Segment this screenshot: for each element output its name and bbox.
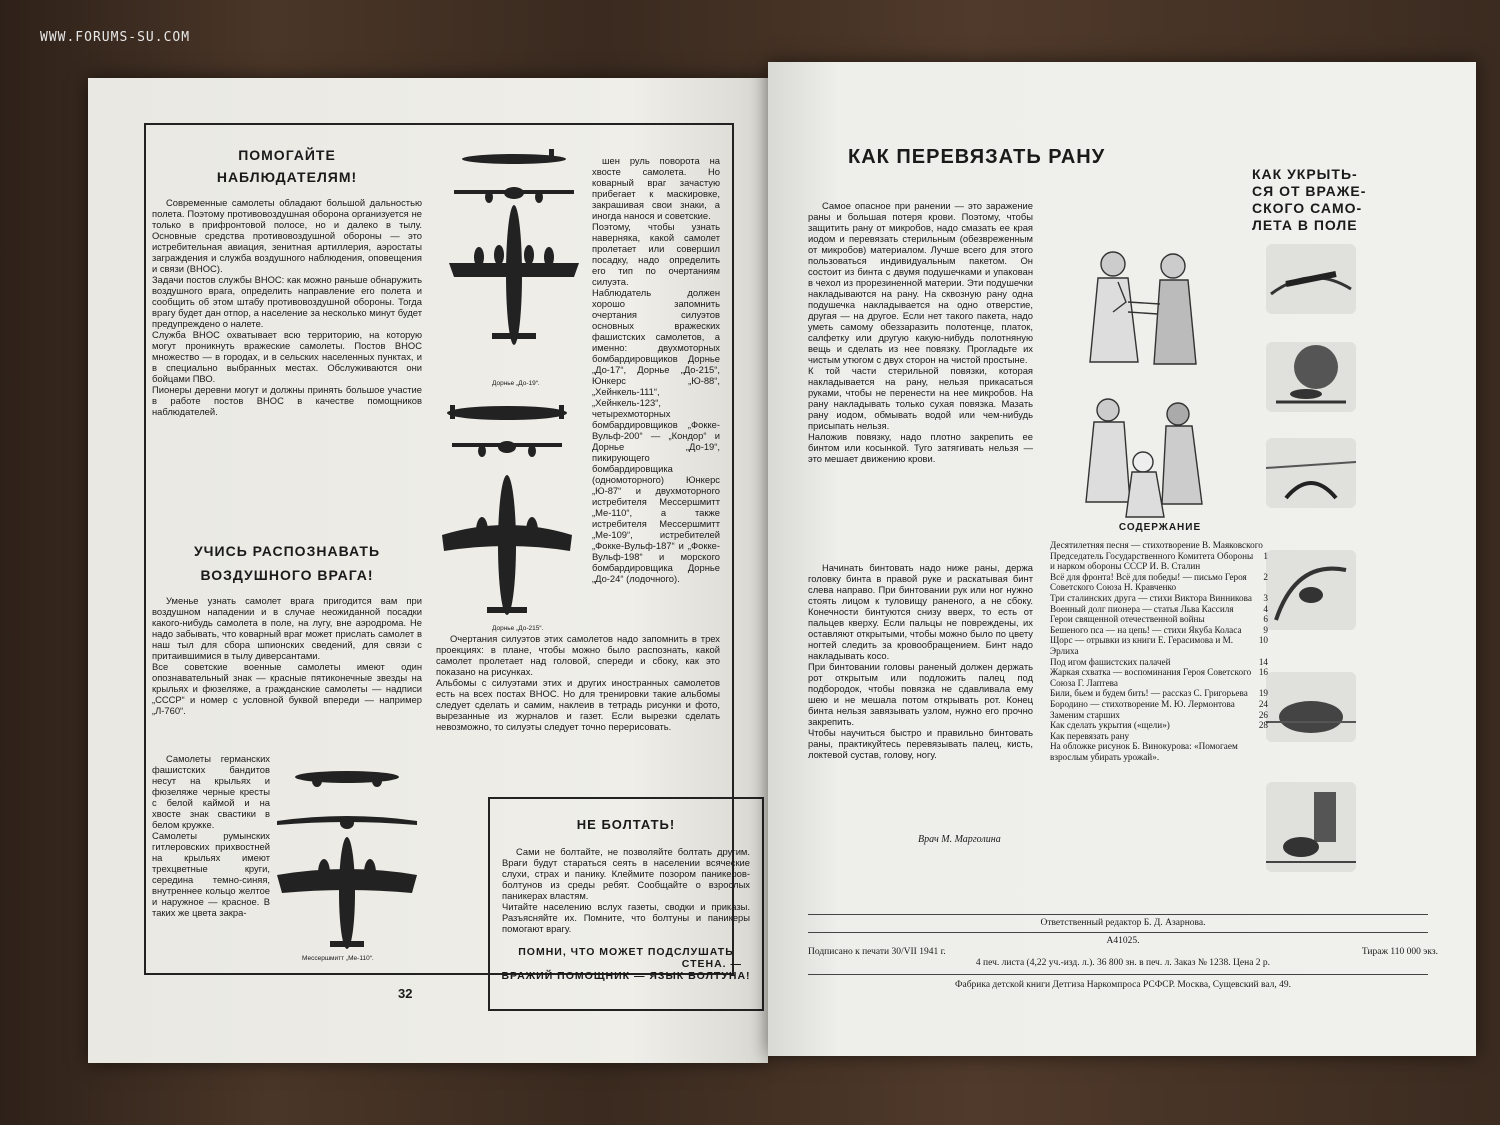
section-title-line1: ПОМОГАЙТЕ (238, 147, 336, 163)
toc-item-page: 24 (1258, 698, 1268, 709)
toc-item-title: Десятилетняя песня — стихотворение В. Маяковского (1050, 540, 1263, 550)
section-title-line2: НАБЛЮДАТЕЛЯМ! (216, 169, 358, 185)
toc-item-page: 14 (1258, 656, 1268, 667)
bandage-text-part2: Начинать бинтовать надо ниже раны, держа головку бинта в правой руке и раскатывая бинт слева направо. При бинтовании рук или ног нужно стоять лицом к туловищу раненого, а не сбоку. Конечности бинтуются снизу вверх, то есть от пальцев кверху. Если пальцы не повреждены, их оставляют открытыми, чтобы можно было по цвету ногтей следить за кровообращением. Бинт надо накладывать косо. При бинтовании головы раненый должен держать рот открытым или подложить палец под подбородок, чтобы повязка не сдавливала ему шею и не мешала потом открывать рот. Конец бинта нельзя завязывать узлом, нужно его прочно закрепить. Чтобы научиться быстро и правильно бинтовать раны, практикуйтесь перевязывать палец, кисть, локтевой сустав, голову, ногу. (808, 562, 1033, 760)
toc-item (1050, 625, 1268, 636)
toc-item (1050, 635, 1268, 656)
page-number: 32 (398, 986, 413, 1001)
toc-item-title: Председатель Государственного Комитета Обороны и нарком обороны СССР И. В. Сталин (1050, 550, 1254, 572)
toc-item-title: Военный долг пионера — статья Льва Кассиля (1050, 603, 1234, 614)
toc-item (1050, 657, 1268, 668)
toc-item-page: 28 (1258, 720, 1268, 731)
toc-item-title: Всё для фронта! Всё для победы! — письмо Героя Советского Союза Н. Кравченко (1050, 571, 1247, 593)
slogan-line2: СТЕНА. — (681, 958, 742, 970)
toc-item (1050, 614, 1268, 625)
section2-title-line1: УЧИСЬ РАСПОЗНАВАТЬ (193, 543, 381, 559)
section2-body-text: Уменье узнать самолет врага пригодится вам при воздушном нападении и в случае неожиданной посадки какого-нибудь самолета в поле, на лугу, вне аэродрома. Не надо забывать, что коварный враг может прислать самолет в наш тыл для сбора шпионских сведений, для связи с притаившимися в тылу диверсантами. Все советские военные самолеты имеют один опознавательный знак — красные пятиконечные звезды на крыльях и фюзеляже, а гражданские самолеты — надписи „СССР“ и номер с условной буквой впереди — например „Л-760“. (152, 595, 422, 716)
shelter-illustration-4 (1266, 550, 1356, 630)
side-title-line2: СЯ ОТ ВРАЖЕ- (1252, 183, 1367, 199)
shelter-illustration-1 (1266, 244, 1356, 314)
toc-item (1050, 710, 1268, 721)
toc-item (1050, 540, 1268, 551)
left-page-frame (144, 123, 751, 982)
toc-item-page: 10 (1258, 635, 1268, 646)
bandage-title: КАК ПЕРЕВЯЗАТЬ РАНУ (848, 146, 1106, 168)
toc-item-title: На обложке рисунок Б. Винокурова: «Помогаем взрослым убирать урожай». (1050, 741, 1238, 762)
shelter-illustration-2 (1266, 342, 1356, 412)
toc-item-title: Били, бьем и будем бить! — рассказ С. Григорьева (1050, 688, 1248, 699)
side-title-line1: КАК УКРЫТЬ- (1252, 166, 1358, 182)
imprint-code: А41025. (1106, 936, 1140, 946)
toc-item-page: 2 (1263, 571, 1268, 582)
caption-me110: Мессершмитт „Ме-110“. (302, 955, 374, 962)
toc-item (1050, 741, 1268, 762)
caption-do19: Дорнье „До-19“. (492, 380, 540, 387)
dont-chatter-text: Сами не болтайте, не позволяйте болтать другим. Враги будут стараться сеять в населении всяческие слухи, страх и панику. Клеймите позором паникеров-болтунов из среды ребят. Сообщайте о взрослых паникерах властям. Читайте населению вслух газеты, сводки и приказы. Разъясняйте их. Помните, что болтуны и паникеры помогают врагу. (502, 846, 750, 934)
table-of-contents (1050, 540, 1268, 762)
toc-item-page: 3 (1263, 592, 1268, 603)
side-title-line3: СКОГО САМО- (1252, 200, 1363, 216)
side-title-line4: ЛЕТА В ПОЛЕ (1252, 217, 1358, 233)
toc-item (1050, 667, 1268, 688)
imprint-rule-mid (808, 932, 1428, 933)
section-recognize-enemy (152, 543, 422, 716)
toc-item-title: Жаркая схватка — воспоминания Героя Советского Союза Г. Лаптева (1050, 667, 1252, 688)
bandaging-illustration-1 (1068, 242, 1218, 382)
signature: Врач М. Марголина (918, 834, 1001, 845)
silhouette-albums-text: Очертания силуэтов этих самолетов надо запомнить в трех проекциях: в плане, чтобы можно было распознать, какой самолет пролетает над головой, спереди и сбоку, как это показано на рисунках. Альбомы с силуэтами этих и других иностранных самолетов есть на всех постах ВНОС. Но для тренировки такие альбомы следует сделать и самим, наклеив в тетрадь рисунки и фото, вырезанные из журналов и газет. Если вырезки сделать невозможно, то силуэты следует точно перерисовать. (436, 633, 720, 732)
watermark: WWW.FORUMS-SU.COM (40, 30, 191, 45)
toc-item (1050, 572, 1268, 593)
toc-item (1050, 593, 1268, 604)
toc-item-page: 19 (1258, 688, 1268, 699)
section-body-text: Современные самолеты обладают большой дальностью полета. Поэтому противовоздушная оборона организуется не только в прифронтовой полосе, но и далеко в тылу. Основные средства противовоздушной обороны — это истребительная авиация, зенитная артиллерия, аэростаты заграждения и служба воздушного наблюдения, оповещения и связи (ВНОС). Задачи постов службы ВНОС: как можно раньше обнаружить воздушного врага, определить направление его полета и сообщить об этом штабу противовоздушной обороны. Тогда врагу будет дан отпор, а население за несколько минут будет предупреждено о налете. Служба ВНОС охватывает всю территорию, на которую могут проникнуть вражеские самолеты. Постов ВНОС множество — в городах, и в сельских населенных пунктах, и в специально выбранных местах. Обслуживаются они бойцами ПВО. Пионеры деревни могут и должны принять большое участие в работе постов ВНОС в качестве помощников наблюдателей. (152, 197, 422, 417)
dornier-do215-silhouettes (432, 395, 582, 630)
toc-item (1050, 720, 1268, 731)
imprint-line1 (808, 947, 1438, 958)
imprint-line2: 4 печ. листа (4,22 уч.-изд. л.). 36 800 зн. в печ. л. Заказ № 1238. Цена 2 р. (975, 958, 1271, 968)
toc-item-title: Бородино — стихотворение М. Ю. Лермонтова (1050, 698, 1235, 709)
side-title (1252, 166, 1402, 234)
toc-item-title: Как перевязать рану (1050, 730, 1130, 741)
toc-item-title: Заменим старших (1050, 709, 1120, 720)
imprint-block (808, 936, 1438, 969)
toc-item-title: Бешеного пса — на цепь! — стихи Якуба Коласа (1050, 624, 1242, 635)
right-page (768, 62, 1476, 1056)
toc-item-page: 4 (1263, 603, 1268, 614)
toc-item-title: Как сделать укрытия («щели») (1050, 720, 1170, 731)
slogan-line3: ВРАЖИЙ ПОМОЩНИК — ЯЗЫК БОЛТУНА! (501, 970, 751, 982)
enemy-markings-text: Самолеты германских фашистских бандитов несут на крыльях и фюзеляже черные кресты с белой каймой и на хвосте знак свастики в белом кружке. Самолеты румынских гитлеровских прихвостней на крыльях имеют трехцветные круги, середина темно-синяя, внутреннее кольцо желтое и наружное — красное. В таких же цвета закра- (152, 753, 270, 918)
toc-item (1050, 551, 1268, 572)
editor-line: Ответственный редактор Б. Д. Азарнова. (1040, 918, 1206, 928)
left-page (88, 78, 768, 1063)
slogan-line1: ПОМНИ, ЧТО МОЖЕТ ПОДСЛУШАТЬ (518, 946, 734, 958)
toc-item-page: 6 (1263, 614, 1268, 625)
shelter-illustration-5 (1266, 672, 1356, 742)
dornier-do19-silhouettes (444, 145, 584, 385)
toc-item-page: 1 (1263, 550, 1268, 561)
imprint-signed: Подписано к печати 30/VII 1941 г. (808, 947, 946, 957)
section2-title-line2: ВОЗДУШНОГО ВРАГА! (200, 567, 374, 583)
dont-chatter-title: НЕ БОЛТАТЬ! (576, 817, 676, 832)
toc-item-page: 26 (1258, 709, 1268, 720)
toc-item-title: Щорс — отрывки из книги Е. Герасимова и М. Эрлиха (1050, 635, 1234, 656)
imprint-print-run: Тираж 110 000 экз. (1361, 947, 1438, 957)
dont-chatter-box (488, 797, 764, 1011)
messerschmitt-me110-silhouettes (272, 763, 422, 963)
toc-item (1050, 688, 1268, 699)
toc-item-page: 9 (1263, 624, 1268, 635)
shelter-illustration-3 (1266, 438, 1356, 508)
caption-do215: Дорнье „До-215“. (492, 625, 544, 632)
toc-item (1050, 731, 1268, 742)
section-help-observers (152, 147, 422, 417)
bandaging-illustration-2 (1068, 392, 1228, 522)
toc-item-page: 16 (1258, 667, 1268, 678)
factory-line: Фабрика детской книги Детгиза Наркомпроса РСФСР. Москва, Сущевский вал, 49. (954, 980, 1292, 990)
toc-item-title: Герои священной отечественной войны (1050, 614, 1205, 625)
toc-item-title: Под игом фашистских палачей (1050, 656, 1171, 667)
shelter-illustration-6 (1266, 782, 1356, 872)
toc-item (1050, 699, 1268, 710)
bandage-text-part1: Самое опасное при ранении — это заражение раны и большая потеря крови. Поэтому, чтобы защитить рану от микробов, надо смазать ее края иодом и перевязать стерильным (обезвреженным от микробов) материалом. Лучше всего для этого пользоваться индивидуальным пакетом. Он состоит из бинта с двумя подушечками и упакован в чехол из прорезиненной материи. Эти подушечки накладываются на рану. На сквозную рану одна подушечка накладывается на одно отверстие, другая — на другое. Если нет такого пакета, надо уметь самому обеззаразить полотенце, платок, салфетку или другую какую-нибудь полотняную вещь и сделать из нее повязку. Прогладьте их чистым утюгом с двух сторон на чистой простыне. К той части стерильной повязки, которая накладывается на рану, нельзя прикасаться руками, чтобы не перенести на нее микробов. На рану накладывать только сухая повязка. Мазать рану иодом, обмывать водой или чем-нибудь присыпать нельзя. Наложив повязку, надо плотно закрепить ее бинтом или косынкой. Туго затягивать нельзя — это мешает движению крови. (808, 200, 1033, 464)
aircraft-types-text: шен руль поворота на хвосте самолета. Но коварный враг зачастую прибегает к маскировке, закрашивая свои знаки, а иногда нанося и советские. Поэтому, чтобы узнать наверняка, какой самолет пролетает или совершил посадку, надо определить его тип по очертаниям силуэта. Наблюдатель должен хорошо запомнить очертания силуэтов основных вражеских фашистских самолетов, а именно: двухмоторных бомбардировщиков Дорнье „До-17“, Дорнье „До-215“, Юнкерс „Ю-88“, „Хейнкель-111“, „Хейнкель-123“, четырехмоторных бомбардировщиков „Фокке-Вульф-200“ — „Кондор“ и Дорнье „До-19“, пикирующего бомбардировщика (одномоторного) Юнкерс „Ю-87“ и двухмоторного истребителя Мессершмитт „Ме-110“, а также истребителя Мессершмитт „Ме-109“, истребителей „Фокке-Вульф-187“ и „Фокке-Вульф-198“ и морского бомбардировщика Дорнье „До-24“ (лодочного). (592, 155, 720, 584)
toc-item-title: Три сталинских друга — стихи Виктора Винникова (1050, 592, 1252, 603)
imprint-rule-bottom (808, 974, 1428, 975)
toc-title: СОДЕРЖАНИЕ (1118, 522, 1202, 533)
imprint-rule-top (808, 914, 1428, 915)
toc-item (1050, 604, 1268, 615)
